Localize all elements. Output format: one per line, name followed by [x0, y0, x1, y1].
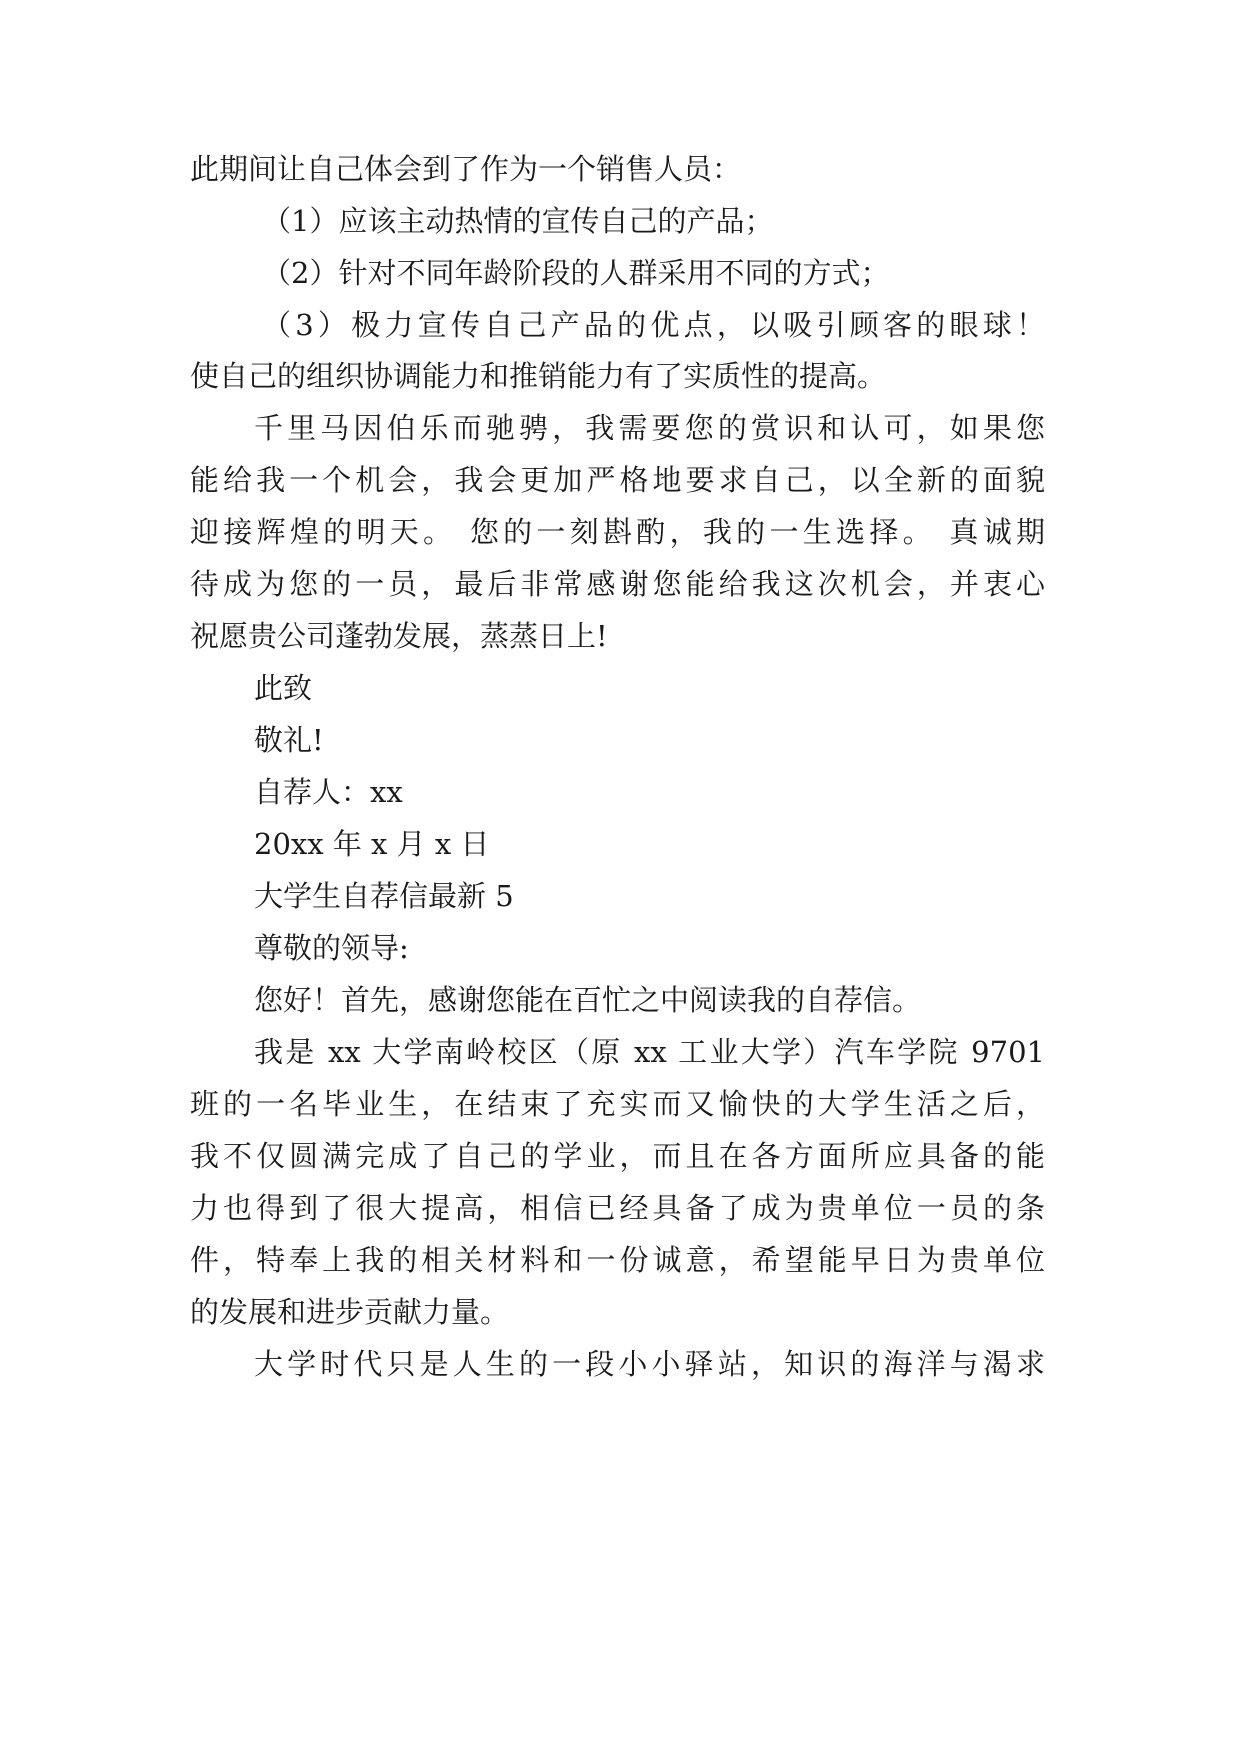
body-text-line: 的发展和进步贡献力量。	[190, 1295, 510, 1329]
body-text-line: 能给我一个机会，我会更加严格地要求自己，以全新的面貌	[190, 463, 1045, 497]
body-text-line: 此期间让自己体会到了作为一个销售人员：	[190, 152, 742, 186]
closing-salutation: 此致	[254, 671, 313, 705]
greeting: 尊敬的领导:	[254, 931, 409, 965]
section-heading: 大学生自荐信最新 5	[254, 879, 514, 913]
list-item-1: （1）应该主动热情的宣传自己的产品；	[262, 204, 774, 238]
closing-regards: 敬礼!	[254, 723, 324, 757]
body-text-line: 使自己的组织协调能力和推销能力有了实质性的提高。	[190, 359, 887, 393]
paragraph-first-line: 我是 xx 大学南岭校区（原 xx 工业大学）汽车学院 9701	[254, 1035, 1045, 1069]
body-text-line: 祝愿贵公司蓬勃发展，蒸蒸日上!	[190, 619, 608, 653]
body-text-line: 待成为您的一员，最后非常感谢您能给我这次机会，并衷心	[190, 567, 1045, 601]
body-text-line: 我不仅圆满完成了自己的学业，而且在各方面所应具备的能	[190, 1139, 1045, 1173]
signature-line: 自荐人：xx	[254, 775, 403, 809]
body-text-line: 迎接辉煌的明天。 您的一刻斟酌，我的一生选择。 真诚期	[190, 515, 1045, 549]
date-line: 20xx 年 x 月 x 日	[254, 827, 490, 861]
paragraph-first-line: 大学时代只是人生的一段小小驿站，知识的海洋与渴求	[254, 1347, 1045, 1381]
list-item-3: （3）极力宣传自己产品的优点，以吸引顾客的眼球！	[262, 308, 1045, 342]
body-text-line: 件，特奉上我的相关材料和一份诚意，希望能早日为贵单位	[190, 1243, 1045, 1277]
paragraph-first-line: 千里马因伯乐而驰骋，我需要您的赏识和认可，如果您	[254, 411, 1045, 445]
opening-line: 您好！首先，感谢您能在百忙之中阅读我的自荐信。	[254, 983, 922, 1017]
body-text-line: 班的一名毕业生，在结束了充实而又愉快的大学生活之后，	[190, 1087, 1045, 1121]
list-item-2: （2）针对不同年龄阶段的人群采用不同的方式；	[262, 256, 890, 290]
body-text-line: 力也得到了很大提高，相信已经具备了成为贵单位一员的条	[190, 1191, 1045, 1225]
